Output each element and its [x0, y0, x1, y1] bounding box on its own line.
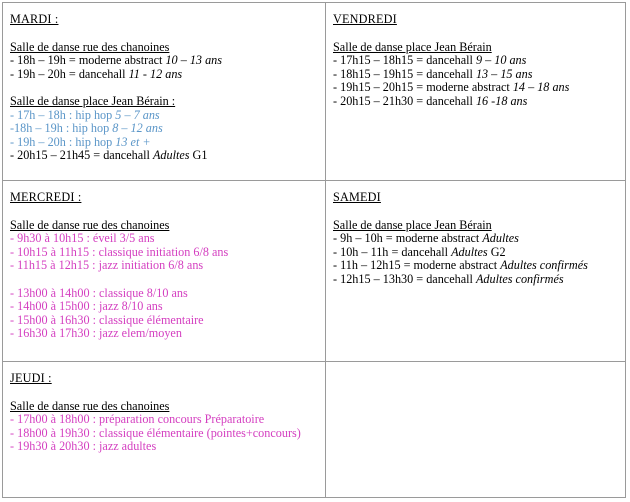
cell-samedi [326, 181, 626, 361]
schedule-level: Adultes [451, 244, 488, 259]
day-heading: MERCREDI : [10, 190, 82, 204]
section-gap [10, 81, 325, 95]
schedule-level: 16 -18 ans [475, 93, 528, 108]
schedule-text: - 19h – 20h = dancehall [10, 66, 129, 81]
schedule-text: -18h – 19h : hip hop [10, 121, 113, 136]
schedule-level: Adultes confirmés [475, 271, 564, 286]
schedule-line [10, 232, 325, 246]
schedule-line [10, 54, 325, 68]
cell-mercredi [3, 181, 325, 361]
schedule-line [10, 314, 325, 328]
schedule-line [10, 259, 325, 273]
venue-title: Salle de danse place Jean Bérain [333, 39, 492, 54]
schedule-level: 9 – 10 ans [475, 53, 527, 68]
schedule-level: Adultes confirmés [500, 258, 588, 273]
schedule-text: - 11h – 12h15 = moderne abstract [333, 258, 501, 273]
schedule-line [10, 300, 325, 314]
schedule-text: - 16h30 à 17h30 : jazz elem/moyen [10, 326, 182, 341]
day-heading: JEUDI : [10, 371, 52, 385]
schedule-table [2, 2, 626, 498]
cell-mardi [3, 3, 325, 180]
schedule-line [10, 68, 325, 82]
schedule-text: - 17h15 – 18h15 = dancehall [333, 53, 476, 68]
schedule-text: - 18h – 19h = moderne abstract [10, 53, 166, 68]
schedule-text: - 10h15 à 11h15 : classique initiation 6/8 ans [10, 244, 229, 259]
schedule-level: 11 - 12 ans [128, 66, 183, 81]
schedule-text: - 9h – 10h = moderne abstract [333, 231, 483, 246]
schedule-line [333, 95, 626, 109]
schedule-line [333, 81, 626, 95]
schedule-text: - 15h00 à 16h30 : classique élémentaire [10, 312, 204, 327]
day-heading: VENDREDI [333, 12, 397, 26]
schedule-line [333, 246, 626, 260]
day-heading: SAMEDI [333, 190, 381, 204]
schedule-level: Adultes [152, 148, 190, 163]
schedule-text: - 17h00 à 18h00 : préparation concours Préparatoire [10, 412, 265, 427]
schedule-line [10, 427, 325, 441]
schedule-text: - 12h15 – 13h30 = dancehall [333, 271, 476, 286]
venue-title: Salle de danse rue des chanoines [10, 217, 170, 232]
schedule-line [10, 413, 325, 427]
schedule-line [10, 440, 325, 454]
schedule-text: - 18h00 à 19h30 : classique élémentaire (pointes+concours) [10, 425, 301, 440]
schedule-text: - 10h – 11h = dancehall [333, 244, 452, 259]
schedule-level: 13 – 15 ans [475, 66, 533, 81]
schedule-group: G1 [189, 148, 208, 163]
schedule-line [10, 149, 325, 163]
schedule-text: - 9h30 à 10h15 : éveil 3/5 ans [10, 231, 155, 246]
schedule-line [333, 273, 626, 287]
venue-title: Salle de danse rue des chanoines [10, 39, 170, 54]
schedule-level: 5 – 7 ans [115, 107, 160, 122]
schedule-line [10, 109, 325, 123]
schedule-line [333, 232, 626, 246]
schedule-line [333, 68, 626, 82]
schedule-text: - 19h – 20h : hip hop [10, 134, 116, 149]
schedule-text: - 14h00 à 15h00 : jazz 8/10 ans [10, 299, 163, 314]
schedule-line [10, 327, 325, 341]
schedule-line [10, 122, 325, 136]
venue-title: Salle de danse place Jean Bérain : [10, 93, 176, 108]
schedule-text: - 18h15 – 19h15 = dancehall [333, 66, 476, 81]
schedule-level: 10 – 13 ans [165, 53, 222, 68]
schedule-text: - 17h – 18h : hip hop [10, 107, 116, 122]
schedule-text: - 20h15 – 21h45 = dancehall [10, 148, 153, 163]
schedule-text: - 13h00 à 14h00 : classique 8/10 ans [10, 285, 188, 300]
venue-title: Salle de danse rue des chanoines [10, 398, 170, 413]
schedule-line [10, 287, 325, 301]
schedule-group: G2 [487, 244, 506, 259]
schedule-line [10, 246, 325, 260]
schedule-text: - 19h30 à 20h30 : jazz adultes [10, 439, 157, 454]
schedule-line [333, 259, 626, 273]
schedule-text: - 20h15 – 21h30 = dancehall [333, 93, 476, 108]
schedule-text: - 19h15 – 20h15 = moderne abstract [333, 80, 513, 95]
venue-title: Salle de danse place Jean Bérain [333, 217, 492, 232]
schedule-level: 13 et + [115, 134, 151, 149]
cell-empty [326, 362, 626, 499]
schedule-line [10, 136, 325, 150]
schedule-line [333, 54, 626, 68]
section-gap [10, 273, 325, 287]
schedule-level: Adultes [482, 231, 519, 246]
cell-vendredi [326, 3, 626, 180]
schedule-level: 14 – 18 ans [512, 80, 570, 95]
schedule-text: - 11h15 à 12h15 : jazz initiation 6/8 ans [10, 258, 204, 273]
day-heading: MARDI : [10, 12, 59, 26]
schedule-level: 8 – 12 ans [112, 121, 163, 136]
cell-jeudi [3, 362, 325, 499]
